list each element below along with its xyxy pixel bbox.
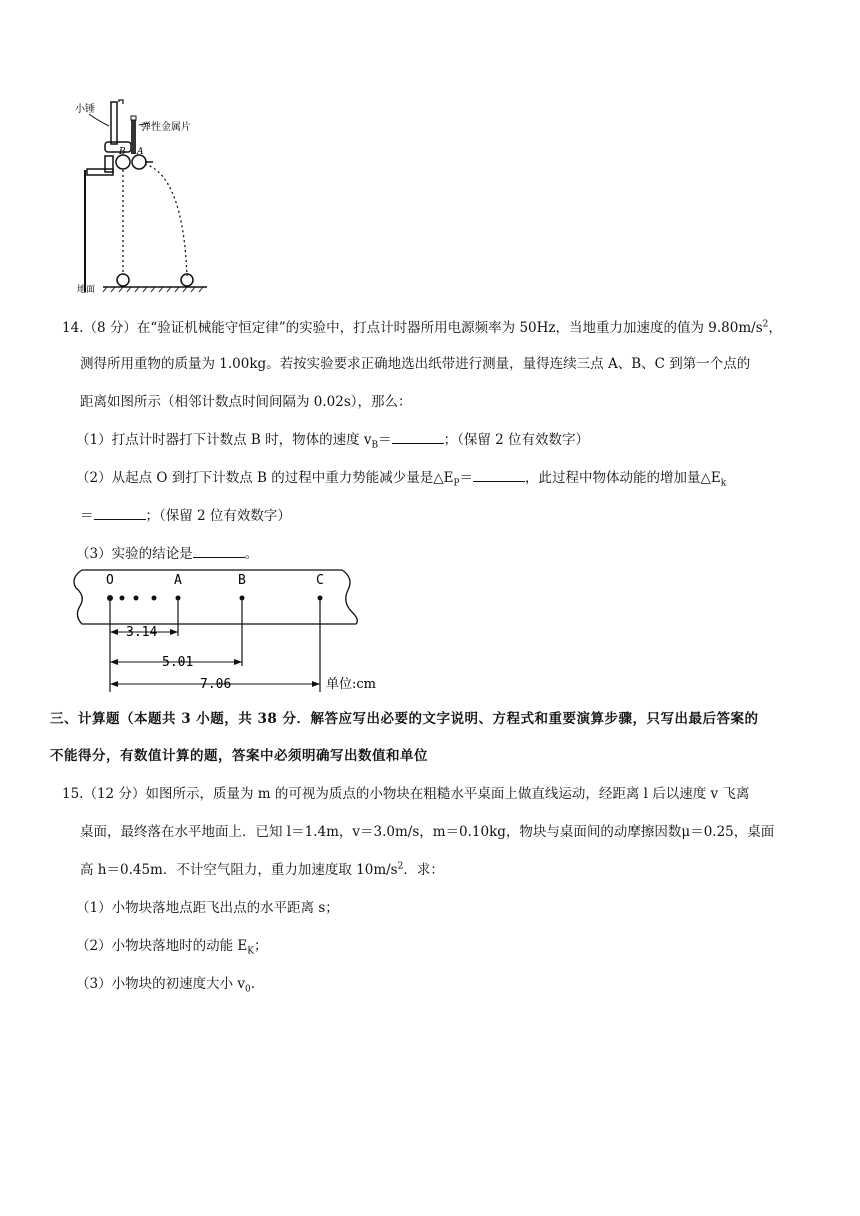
q14-part2-cont: ＝ ；（保留 2 位有效数字） bbox=[80, 508, 291, 524]
spring-plate-label: 弹性金属片 bbox=[141, 122, 191, 133]
q14-line3: 距离如图所示（相邻计数点时间间隔为 0.02s），那么： bbox=[80, 394, 412, 410]
point-a-label: A bbox=[174, 573, 182, 588]
q14-part1: （1）打点计时器打下计数点 B 时，物体的速度 $v_B=$ ；（保留 2 位有效数字） bbox=[76, 432, 590, 451]
q15-part3: （3）小物块的初速度大小 $v_0$． bbox=[76, 976, 265, 995]
point-o-label: O bbox=[106, 573, 114, 588]
answer-blank bbox=[392, 431, 444, 444]
q15-line1: 15.（12 分）如图所示，质量为 m 的可视为质点的小物块在粗糙水平桌面上做直线运动，经距离 l 后以速度 v 飞离 bbox=[62, 786, 750, 802]
q14-line1: 14.（8 分）在“验证机械能守恒定律”的实验中，打点计时器所用电源频率为 50Hz，当地重力加速度的值为 $9.80m/s^2$， bbox=[62, 319, 782, 336]
answer-blank bbox=[473, 469, 525, 482]
ground-label: 地面 bbox=[77, 285, 96, 295]
section-heading-cont: 不能得分，有数值计算的题，答案中必须明确写出数值和单位 bbox=[50, 748, 428, 764]
hammer-label: 小锤 bbox=[75, 104, 95, 115]
point-c-label: C bbox=[316, 573, 324, 588]
point-b-label: B bbox=[119, 147, 126, 157]
point-a-label: A bbox=[137, 147, 144, 157]
distance-oa-label: 3.14 bbox=[126, 625, 158, 640]
point-b-label: B bbox=[238, 573, 246, 588]
distance-ob-label: 5.01 bbox=[162, 655, 194, 670]
q14-part3: （3）实验的结论是 。 bbox=[76, 546, 259, 562]
paper-tape-figure bbox=[70, 566, 376, 694]
apparatus-figure bbox=[75, 96, 295, 296]
answer-blank bbox=[193, 545, 245, 558]
q15-part1: （1）小物块落地点距飞出点的水平距离 s； bbox=[76, 900, 339, 916]
q15-part2: （2）小物块落地时的动能 $E_K$； bbox=[76, 938, 268, 957]
q14-part2: （2）从起点 O 到打下计数点 B 的过程中重力势能减少量是$\triangle E_P=$ ，此过程中物体动能的增加量$\triangle E_k$ bbox=[76, 470, 727, 489]
q15-line2: 桌面，最终落在水平地面上．已知 l＝1.4m，v＝3.0m/s，m＝0.10kg，物块与桌面间的动摩擦因数μ＝0.25，桌面 bbox=[80, 824, 775, 840]
section-heading: 三、计算题（本题共 3 小题，共 38 分．解答应写出必要的文字说明、方程式和重要演算步骤，只写出最后答案的 bbox=[50, 711, 759, 727]
answer-blank bbox=[94, 507, 146, 520]
q14-line2: 测得所用重物的质量为 1.00kg。若按实验要求正确地选出纸带进行测量，量得连续三点 A、B、C 到第一个点的 bbox=[80, 356, 751, 372]
q15-line3: 高 h＝0.45m．不计空气阻力，重力加速度取 $10m/s^2$．求： bbox=[80, 861, 444, 878]
unit-label: 单位:cm bbox=[326, 677, 376, 692]
distance-oc-label: 7.06 bbox=[200, 677, 232, 692]
